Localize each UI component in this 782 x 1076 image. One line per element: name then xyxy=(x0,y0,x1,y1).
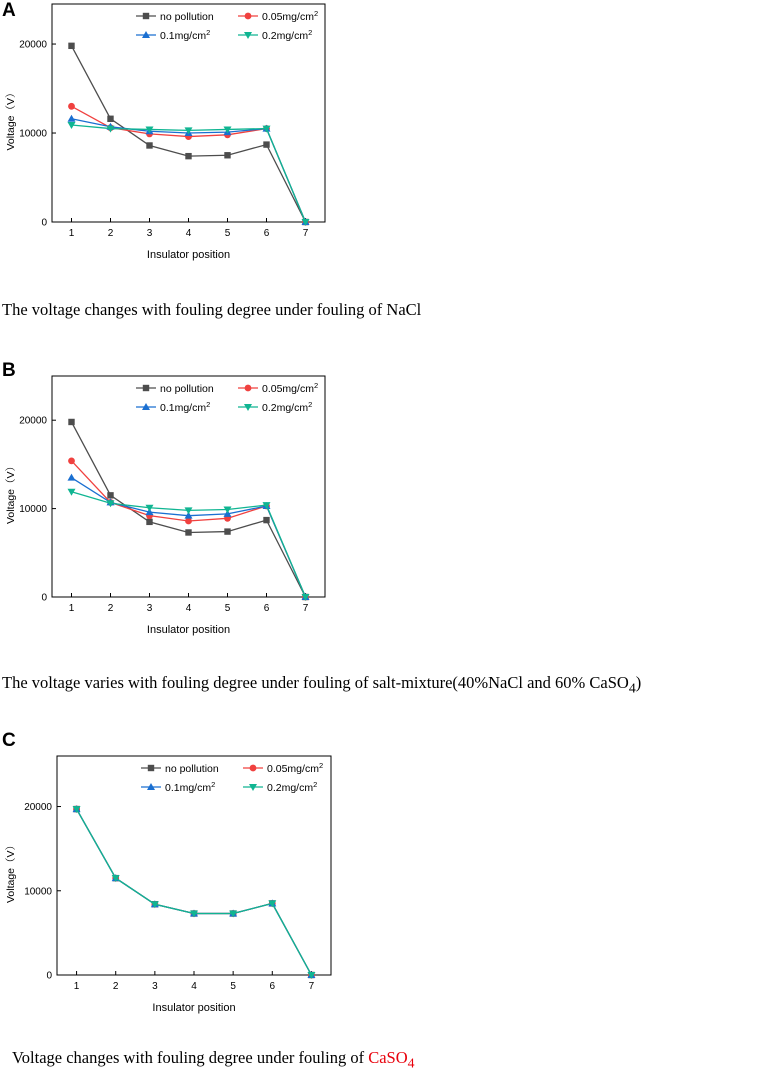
data-point xyxy=(68,43,74,49)
data-point xyxy=(107,116,113,122)
legend-item xyxy=(238,9,318,24)
y-tick-label: 0 xyxy=(46,970,52,982)
legend-marker xyxy=(245,13,252,20)
series-line xyxy=(77,809,312,975)
x-tick-label: 6 xyxy=(263,603,270,614)
series-line xyxy=(72,106,306,222)
data-point xyxy=(146,142,152,148)
legend-label: $0.2mg/cm^2$ xyxy=(267,779,318,794)
legend-label: no pollution xyxy=(165,763,219,775)
x-tick-label: 3 xyxy=(146,228,153,239)
legend-marker xyxy=(143,13,149,19)
legend-label: $0.2mg/cm^2$ xyxy=(262,27,313,42)
legend xyxy=(136,381,318,415)
y-tick-label: 20000 xyxy=(19,39,47,51)
x-tick-label: 2 xyxy=(112,981,119,992)
legend-item xyxy=(136,11,214,23)
data-point xyxy=(107,492,113,498)
x-tick-label: 3 xyxy=(146,603,153,614)
panel-label: A xyxy=(2,0,16,21)
x-tick-label: 1 xyxy=(68,603,75,614)
x-tick-label: 5 xyxy=(224,603,231,614)
legend-label: $0.05mg/cm^2$ xyxy=(262,8,319,23)
x-tick-label: 2 xyxy=(107,603,114,614)
panel-label: B xyxy=(2,360,16,381)
y-axis-label: Voltage（V） xyxy=(5,87,17,151)
legend-label: $0.05mg/cm^2$ xyxy=(262,380,319,395)
series-line xyxy=(77,809,312,975)
figure-caption: Voltage changes with fouling degree under fouling of CaSO$_4$ xyxy=(12,1048,415,1071)
x-tick-label: 7 xyxy=(308,981,315,992)
figure-panel-c xyxy=(0,730,782,1076)
legend-item xyxy=(136,28,210,43)
legend-item xyxy=(141,780,215,795)
series-line xyxy=(77,809,312,975)
data-point xyxy=(68,115,76,122)
series xyxy=(68,489,310,601)
x-tick-label: 6 xyxy=(263,228,270,239)
y-tick-label: 20000 xyxy=(24,802,52,814)
series xyxy=(73,806,314,978)
figure-caption: The voltage changes with fouling degree under fouling of NaCl xyxy=(2,300,422,319)
x-tick-label: 1 xyxy=(73,981,80,992)
series-line xyxy=(72,478,306,597)
series xyxy=(68,457,309,600)
data-point xyxy=(185,529,191,535)
x-tick-label: 7 xyxy=(302,603,309,614)
y-axis-label: Voltage（V） xyxy=(5,839,17,904)
series xyxy=(68,103,309,225)
x-axis-label: Insulator position xyxy=(146,624,231,636)
y-tick-label: 20000 xyxy=(19,415,47,427)
legend-marker xyxy=(245,385,252,392)
legend-label: $0.1mg/cm^2$ xyxy=(160,399,211,414)
y-axis-label: Voltage（V） xyxy=(5,460,17,525)
legend xyxy=(141,761,323,795)
data-point xyxy=(263,517,269,523)
data-point xyxy=(146,519,152,525)
x-tick-label: 4 xyxy=(185,603,192,614)
legend-marker xyxy=(148,765,154,771)
data-point xyxy=(68,419,74,425)
x-tick-label: 7 xyxy=(302,228,309,239)
x-axis-label: Insulator position xyxy=(146,249,231,261)
series xyxy=(73,805,316,978)
legend-item xyxy=(238,400,312,415)
figure-caption: The voltage varies with fouling degree under fouling of salt-mixture(40%NaCl and 60% CaSO$_4$) xyxy=(2,673,642,696)
series xyxy=(73,806,315,979)
y-tick-label: 0 xyxy=(41,592,47,604)
data-point xyxy=(263,141,269,147)
y-tick-label: 10000 xyxy=(24,886,52,898)
legend-marker xyxy=(250,765,257,772)
legend-item xyxy=(136,383,214,395)
x-tick-label: 6 xyxy=(269,981,276,992)
data-point xyxy=(224,152,230,158)
figure-panel-a xyxy=(0,0,782,330)
legend-marker xyxy=(143,385,149,391)
legend-item xyxy=(238,381,318,396)
x-tick-label: 5 xyxy=(230,981,236,992)
data-point xyxy=(68,103,75,110)
x-axis-label: Insulator position xyxy=(152,1002,236,1014)
y-tick-label: 0 xyxy=(41,217,47,229)
legend-label: no pollution xyxy=(160,11,214,23)
x-tick-label: 2 xyxy=(107,228,114,239)
x-tick-label: 1 xyxy=(68,228,75,239)
y-tick-label: 10000 xyxy=(19,128,47,140)
y-tick-label: 10000 xyxy=(19,504,47,516)
legend-item xyxy=(141,763,219,775)
panel-label: C xyxy=(2,730,16,751)
legend-item xyxy=(243,761,323,776)
legend-item xyxy=(136,400,210,415)
line-chart xyxy=(0,0,782,300)
x-tick-label: 3 xyxy=(152,981,158,992)
x-tick-label: 4 xyxy=(185,228,192,239)
series-line xyxy=(77,809,312,975)
series xyxy=(73,806,316,979)
legend-label: $0.1mg/cm^2$ xyxy=(160,27,211,42)
x-tick-label: 5 xyxy=(224,228,231,239)
legend xyxy=(136,9,318,43)
data-point xyxy=(68,457,75,464)
legend-label: $0.05mg/cm^2$ xyxy=(267,760,324,775)
data-point xyxy=(224,528,230,534)
legend-label: no pollution xyxy=(160,383,214,395)
series xyxy=(68,474,310,600)
data-point xyxy=(185,153,191,159)
legend-item xyxy=(238,28,312,43)
x-tick-label: 4 xyxy=(191,981,197,992)
legend-item xyxy=(243,780,317,795)
legend-label: $0.2mg/cm^2$ xyxy=(262,399,313,414)
legend-label: $0.1mg/cm^2$ xyxy=(165,779,216,794)
figure-panel-b xyxy=(0,360,782,700)
data-point xyxy=(68,474,76,481)
line-chart xyxy=(0,360,782,660)
line-chart xyxy=(0,730,782,1040)
